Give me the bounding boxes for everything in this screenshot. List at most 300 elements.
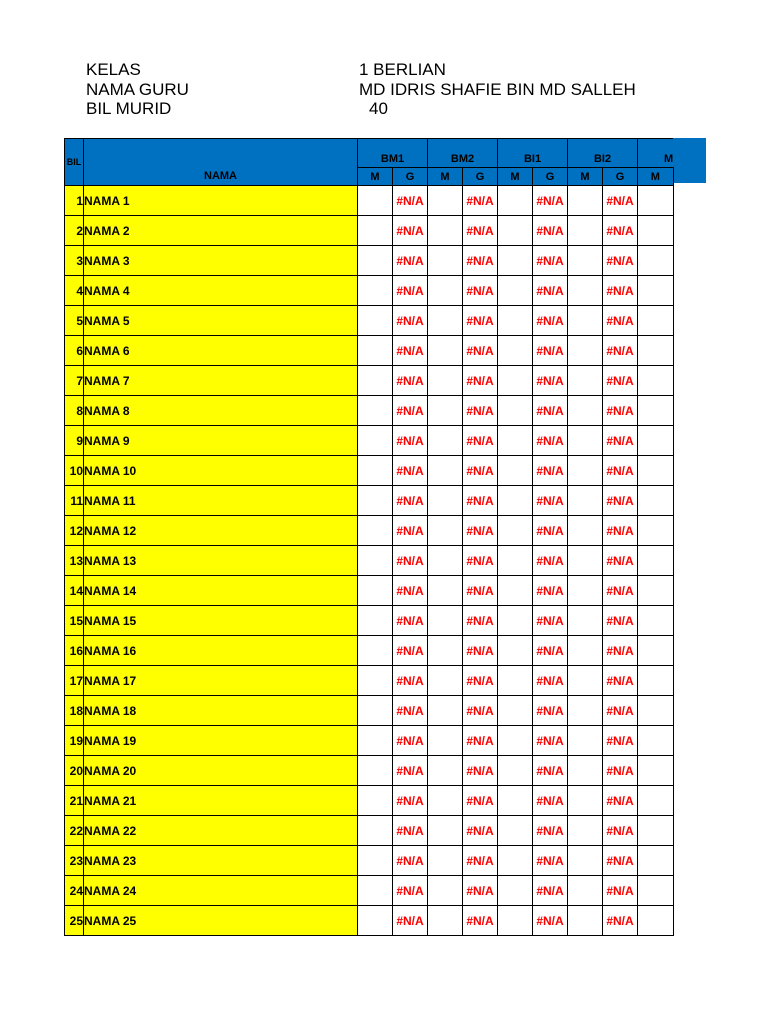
grade-cell[interactable]: #N/A: [393, 846, 428, 876]
murid-row: [86, 99, 686, 119]
mark-cell[interactable]: [568, 246, 603, 276]
mark-cell[interactable]: [638, 576, 674, 606]
grade-cell[interactable]: #N/A: [393, 696, 428, 726]
mark-cell[interactable]: [568, 726, 603, 756]
mark-cell[interactable]: [428, 726, 463, 756]
student-row: [65, 636, 674, 666]
grade-cell[interactable]: #N/A: [603, 786, 638, 816]
grade-cell[interactable]: #N/A: [463, 876, 498, 906]
student-row: [65, 906, 674, 936]
mark-cell[interactable]: [498, 246, 533, 276]
mark-cell[interactable]: [428, 576, 463, 606]
row-number: 1: [65, 186, 84, 216]
mark-cell[interactable]: [358, 216, 393, 246]
grade-cell[interactable]: #N/A: [463, 276, 498, 306]
mark-cell[interactable]: [428, 306, 463, 336]
mark-cell[interactable]: [358, 336, 393, 366]
marks-table: [64, 138, 674, 936]
student-name-cell[interactable]: NAMA 24: [84, 876, 358, 906]
grade-cell[interactable]: #N/A: [393, 276, 428, 306]
grade-cell[interactable]: #N/A: [603, 696, 638, 726]
mark-cell[interactable]: [568, 486, 603, 516]
grade-cell[interactable]: #N/A: [533, 336, 568, 366]
mark-cell[interactable]: [358, 666, 393, 696]
mark-cell[interactable]: [428, 456, 463, 486]
mark-cell[interactable]: [638, 666, 674, 696]
mark-cell[interactable]: [358, 876, 393, 906]
mark-cell[interactable]: [568, 816, 603, 846]
kelas-label: KELAS: [86, 60, 141, 79]
row-number: 19: [65, 726, 84, 756]
mark-cell[interactable]: [638, 246, 674, 276]
mark-cell[interactable]: [428, 786, 463, 816]
mark-cell[interactable]: [358, 426, 393, 456]
grade-cell[interactable]: #N/A: [533, 516, 568, 546]
row-number: 23: [65, 846, 84, 876]
grade-cell[interactable]: #N/A: [533, 246, 568, 276]
grade-cell[interactable]: #N/A: [393, 576, 428, 606]
student-name-cell[interactable]: NAMA 16: [84, 636, 358, 666]
mark-cell[interactable]: [638, 426, 674, 456]
student-row: [65, 306, 674, 336]
mark-cell[interactable]: [428, 606, 463, 636]
mark-cell[interactable]: [358, 696, 393, 726]
student-row: [65, 816, 674, 846]
grade-cell[interactable]: #N/A: [463, 516, 498, 546]
student-row: [65, 426, 674, 456]
student-name-cell[interactable]: NAMA 11: [84, 486, 358, 516]
grade-cell[interactable]: #N/A: [393, 666, 428, 696]
row-number: 4: [65, 276, 84, 306]
grade-cell[interactable]: #N/A: [393, 606, 428, 636]
mark-cell[interactable]: [568, 216, 603, 246]
grade-cell[interactable]: #N/A: [603, 396, 638, 426]
mark-cell[interactable]: [358, 396, 393, 426]
grade-cell[interactable]: #N/A: [463, 756, 498, 786]
student-name-cell[interactable]: NAMA 5: [84, 306, 358, 336]
student-name-cell[interactable]: NAMA 8: [84, 396, 358, 426]
grade-cell[interactable]: #N/A: [533, 786, 568, 816]
grade-cell[interactable]: #N/A: [533, 666, 568, 696]
mark-cell[interactable]: [428, 246, 463, 276]
mark-cell[interactable]: [358, 276, 393, 306]
mark-cell[interactable]: [638, 336, 674, 366]
row-number: 21: [65, 786, 84, 816]
row-number: 2: [65, 216, 84, 246]
mark-cell[interactable]: [428, 426, 463, 456]
mark-cell[interactable]: [428, 276, 463, 306]
grade-cell[interactable]: #N/A: [603, 756, 638, 786]
student-row: [65, 726, 674, 756]
grade-cell[interactable]: #N/A: [603, 306, 638, 336]
mark-cell[interactable]: [638, 306, 674, 336]
mark-cell[interactable]: [498, 576, 533, 606]
mark-cell[interactable]: [568, 576, 603, 606]
mark-column-header: M: [638, 168, 674, 186]
mark-cell[interactable]: [568, 336, 603, 366]
student-name-cell[interactable]: NAMA 3: [84, 246, 358, 276]
guru-row: [86, 80, 686, 100]
grade-cell[interactable]: #N/A: [393, 396, 428, 426]
mark-cell[interactable]: [428, 546, 463, 576]
grade-cell[interactable]: #N/A: [533, 906, 568, 936]
grade-cell[interactable]: #N/A: [393, 906, 428, 936]
row-number: 15: [65, 606, 84, 636]
mark-cell[interactable]: [358, 906, 393, 936]
student-row: [65, 606, 674, 636]
grade-cell[interactable]: #N/A: [463, 426, 498, 456]
mark-cell[interactable]: [568, 606, 603, 636]
row-number: 17: [65, 666, 84, 696]
mark-cell[interactable]: [498, 906, 533, 936]
mark-cell[interactable]: [638, 456, 674, 486]
grade-cell[interactable]: #N/A: [533, 186, 568, 216]
grade-cell[interactable]: #N/A: [533, 726, 568, 756]
grade-cell[interactable]: #N/A: [603, 606, 638, 636]
grade-cell[interactable]: #N/A: [603, 216, 638, 246]
grade-cell[interactable]: #N/A: [603, 456, 638, 486]
mark-cell[interactable]: [568, 516, 603, 546]
student-name-cell[interactable]: NAMA 18: [84, 696, 358, 726]
mark-cell[interactable]: [638, 516, 674, 546]
grade-cell[interactable]: #N/A: [463, 906, 498, 936]
grade-cell[interactable]: #N/A: [393, 786, 428, 816]
mark-cell[interactable]: [428, 846, 463, 876]
grade-cell[interactable]: #N/A: [463, 606, 498, 636]
mark-cell[interactable]: [568, 546, 603, 576]
grade-cell[interactable]: #N/A: [533, 366, 568, 396]
mark-cell[interactable]: [358, 306, 393, 336]
student-name-cell[interactable]: NAMA 17: [84, 666, 358, 696]
mark-cell[interactable]: [498, 546, 533, 576]
grade-cell[interactable]: #N/A: [463, 186, 498, 216]
grade-cell[interactable]: #N/A: [603, 816, 638, 846]
grade-cell[interactable]: #N/A: [603, 726, 638, 756]
grade-cell[interactable]: #N/A: [603, 276, 638, 306]
mark-cell[interactable]: [638, 396, 674, 426]
mark-cell[interactable]: [568, 756, 603, 786]
mark-cell[interactable]: [428, 876, 463, 906]
mark-cell[interactable]: [428, 816, 463, 846]
mark-cell[interactable]: [498, 816, 533, 846]
grade-cell[interactable]: #N/A: [393, 246, 428, 276]
guru-value: MD IDRIS SHAFIE BIN MD SALLEH: [359, 80, 636, 99]
student-name-cell[interactable]: NAMA 15: [84, 606, 358, 636]
student-row: [65, 456, 674, 486]
mark-cell[interactable]: [498, 186, 533, 216]
subject-header-bi1: BI1: [498, 139, 568, 168]
row-number: 8: [65, 396, 84, 426]
student-row: [65, 276, 674, 306]
mark-cell[interactable]: [638, 786, 674, 816]
grade-cell[interactable]: #N/A: [393, 726, 428, 756]
mark-cell[interactable]: [638, 876, 674, 906]
grade-cell[interactable]: #N/A: [533, 486, 568, 516]
grade-cell[interactable]: #N/A: [393, 186, 428, 216]
grade-cell[interactable]: #N/A: [533, 426, 568, 456]
grade-cell[interactable]: #N/A: [603, 906, 638, 936]
grade-cell[interactable]: #N/A: [533, 606, 568, 636]
grade-cell[interactable]: #N/A: [393, 486, 428, 516]
grade-cell[interactable]: #N/A: [463, 786, 498, 816]
row-number: 7: [65, 366, 84, 396]
grade-cell[interactable]: #N/A: [393, 216, 428, 246]
grade-cell[interactable]: #N/A: [393, 426, 428, 456]
mark-cell[interactable]: [358, 516, 393, 546]
mark-cell[interactable]: [358, 636, 393, 666]
grade-cell[interactable]: #N/A: [463, 636, 498, 666]
mark-cell[interactable]: [638, 276, 674, 306]
mark-cell[interactable]: [498, 696, 533, 726]
grade-cell[interactable]: #N/A: [393, 456, 428, 486]
grade-cell[interactable]: #N/A: [603, 546, 638, 576]
mark-cell[interactable]: [498, 306, 533, 336]
grade-cell[interactable]: #N/A: [533, 696, 568, 726]
grade-cell[interactable]: #N/A: [533, 636, 568, 666]
mark-cell[interactable]: [638, 846, 674, 876]
grade-column-header: G: [393, 168, 428, 186]
mark-cell[interactable]: [428, 186, 463, 216]
mark-cell[interactable]: [638, 696, 674, 726]
mark-cell[interactable]: [568, 636, 603, 666]
mark-cell[interactable]: [638, 186, 674, 216]
grade-cell[interactable]: #N/A: [533, 576, 568, 606]
grade-cell[interactable]: #N/A: [603, 426, 638, 456]
mark-cell[interactable]: [568, 366, 603, 396]
student-name-cell[interactable]: NAMA 23: [84, 846, 358, 876]
mark-cell[interactable]: [358, 366, 393, 396]
mark-cell[interactable]: [358, 726, 393, 756]
mark-cell[interactable]: [568, 846, 603, 876]
mark-cell[interactable]: [358, 606, 393, 636]
mark-cell[interactable]: [498, 756, 533, 786]
mark-cell[interactable]: [498, 366, 533, 396]
row-number: 14: [65, 576, 84, 606]
grade-cell[interactable]: #N/A: [393, 336, 428, 366]
grade-cell[interactable]: #N/A: [463, 456, 498, 486]
grade-cell[interactable]: #N/A: [463, 816, 498, 846]
student-row: [65, 846, 674, 876]
grade-cell[interactable]: #N/A: [603, 846, 638, 876]
grade-cell[interactable]: #N/A: [463, 366, 498, 396]
mark-cell[interactable]: [498, 666, 533, 696]
mark-cell[interactable]: [498, 336, 533, 366]
subject-header-m: M: [638, 139, 674, 168]
student-name-cell[interactable]: NAMA 14: [84, 576, 358, 606]
mark-cell[interactable]: [428, 696, 463, 726]
mark-cell[interactable]: [428, 906, 463, 936]
grade-cell[interactable]: #N/A: [393, 306, 428, 336]
grade-cell[interactable]: #N/A: [603, 876, 638, 906]
mark-cell[interactable]: [358, 546, 393, 576]
grade-cell[interactable]: #N/A: [603, 516, 638, 546]
student-row: [65, 666, 674, 696]
mark-cell[interactable]: [498, 456, 533, 486]
grade-cell[interactable]: #N/A: [393, 366, 428, 396]
mark-cell[interactable]: [638, 366, 674, 396]
student-name-cell[interactable]: NAMA 22: [84, 816, 358, 846]
student-name-cell[interactable]: NAMA 21: [84, 786, 358, 816]
mark-cell[interactable]: [638, 756, 674, 786]
mark-cell[interactable]: [638, 906, 674, 936]
grade-cell[interactable]: #N/A: [603, 636, 638, 666]
mark-cell[interactable]: [638, 486, 674, 516]
grade-cell[interactable]: #N/A: [463, 306, 498, 336]
student-name-cell[interactable]: NAMA 12: [84, 516, 358, 546]
mark-cell[interactable]: [358, 756, 393, 786]
mark-cell[interactable]: [568, 396, 603, 426]
grade-cell[interactable]: #N/A: [463, 246, 498, 276]
grade-cell[interactable]: #N/A: [533, 456, 568, 486]
mark-cell[interactable]: [498, 396, 533, 426]
row-number: 12: [65, 516, 84, 546]
mark-cell[interactable]: [358, 486, 393, 516]
mark-cell[interactable]: [428, 216, 463, 246]
mark-cell[interactable]: [568, 666, 603, 696]
mark-cell[interactable]: [568, 786, 603, 816]
mark-cell[interactable]: [428, 486, 463, 516]
mark-cell[interactable]: [568, 906, 603, 936]
subject-header-bm1: BM1: [358, 139, 428, 168]
grade-cell[interactable]: #N/A: [533, 876, 568, 906]
grade-cell[interactable]: #N/A: [603, 486, 638, 516]
row-number: 25: [65, 906, 84, 936]
grade-cell[interactable]: #N/A: [393, 546, 428, 576]
mark-cell[interactable]: [358, 456, 393, 486]
mark-cell[interactable]: [428, 366, 463, 396]
mark-column-header: M: [498, 168, 533, 186]
mark-cell[interactable]: [498, 636, 533, 666]
student-name-cell[interactable]: NAMA 4: [84, 276, 358, 306]
mark-cell[interactable]: [498, 876, 533, 906]
mark-column-header: M: [568, 168, 603, 186]
grade-cell[interactable]: #N/A: [603, 576, 638, 606]
grade-cell[interactable]: #N/A: [603, 336, 638, 366]
mark-cell[interactable]: [498, 846, 533, 876]
grade-cell[interactable]: #N/A: [463, 486, 498, 516]
grade-cell[interactable]: #N/A: [533, 306, 568, 336]
mark-cell[interactable]: [568, 276, 603, 306]
mark-cell[interactable]: [568, 306, 603, 336]
row-number: 20: [65, 756, 84, 786]
student-name-cell[interactable]: NAMA 20: [84, 756, 358, 786]
mark-cell[interactable]: [638, 636, 674, 666]
grade-cell[interactable]: #N/A: [463, 846, 498, 876]
mark-cell[interactable]: [498, 486, 533, 516]
mark-cell[interactable]: [638, 606, 674, 636]
grade-cell[interactable]: #N/A: [533, 816, 568, 846]
mark-cell[interactable]: [498, 216, 533, 246]
mark-cell[interactable]: [358, 786, 393, 816]
grade-cell[interactable]: #N/A: [533, 846, 568, 876]
student-name-cell[interactable]: NAMA 19: [84, 726, 358, 756]
grade-cell[interactable]: #N/A: [533, 276, 568, 306]
mark-cell[interactable]: [358, 846, 393, 876]
mark-cell[interactable]: [428, 666, 463, 696]
grade-cell[interactable]: #N/A: [463, 216, 498, 246]
student-name-cell[interactable]: NAMA 2: [84, 216, 358, 246]
grade-cell[interactable]: #N/A: [463, 696, 498, 726]
row-number: 24: [65, 876, 84, 906]
grade-cell[interactable]: #N/A: [463, 726, 498, 756]
grade-cell[interactable]: #N/A: [533, 756, 568, 786]
grade-column-header: G: [463, 168, 498, 186]
grade-cell[interactable]: #N/A: [463, 396, 498, 426]
mark-cell[interactable]: [638, 546, 674, 576]
mark-cell[interactable]: [498, 516, 533, 546]
mark-cell[interactable]: [428, 336, 463, 366]
mark-cell[interactable]: [428, 636, 463, 666]
mark-cell[interactable]: [568, 426, 603, 456]
row-number: 6: [65, 336, 84, 366]
mark-cell[interactable]: [428, 396, 463, 426]
grade-cell[interactable]: #N/A: [603, 246, 638, 276]
murid-value: 40: [369, 99, 388, 118]
mark-cell[interactable]: [568, 696, 603, 726]
student-row: [65, 366, 674, 396]
grade-cell[interactable]: #N/A: [463, 336, 498, 366]
mark-cell[interactable]: [498, 726, 533, 756]
mark-cell[interactable]: [568, 186, 603, 216]
student-row: [65, 336, 674, 366]
student-name-cell[interactable]: NAMA 10: [84, 456, 358, 486]
mark-cell[interactable]: [638, 816, 674, 846]
student-rows: [65, 186, 674, 936]
student-name-cell[interactable]: NAMA 1: [84, 186, 358, 216]
student-name-cell[interactable]: NAMA 6: [84, 336, 358, 366]
student-row: [65, 396, 674, 426]
student-name-cell[interactable]: NAMA 9: [84, 426, 358, 456]
student-row: [65, 246, 674, 276]
mark-cell[interactable]: [428, 516, 463, 546]
grade-cell[interactable]: #N/A: [533, 216, 568, 246]
mark-cell[interactable]: [358, 576, 393, 606]
grade-cell[interactable]: #N/A: [603, 366, 638, 396]
student-row: [65, 516, 674, 546]
mark-cell[interactable]: [638, 216, 674, 246]
grade-cell[interactable]: #N/A: [393, 636, 428, 666]
grade-cell[interactable]: #N/A: [393, 516, 428, 546]
student-name-cell[interactable]: NAMA 25: [84, 906, 358, 936]
grade-cell[interactable]: #N/A: [393, 756, 428, 786]
grade-cell[interactable]: #N/A: [393, 816, 428, 846]
mark-cell[interactable]: [498, 786, 533, 816]
grade-cell[interactable]: #N/A: [463, 576, 498, 606]
mark-cell[interactable]: [638, 726, 674, 756]
grade-cell[interactable]: #N/A: [463, 546, 498, 576]
student-name-cell[interactable]: NAMA 7: [84, 366, 358, 396]
subject-header-bi2: BI2: [568, 139, 638, 168]
mark-cell[interactable]: [428, 756, 463, 786]
mark-cell[interactable]: [568, 876, 603, 906]
grade-cell[interactable]: #N/A: [463, 666, 498, 696]
student-name-cell[interactable]: NAMA 13: [84, 546, 358, 576]
grade-cell[interactable]: #N/A: [603, 666, 638, 696]
grade-cell[interactable]: #N/A: [533, 546, 568, 576]
grade-cell[interactable]: #N/A: [393, 876, 428, 906]
mark-cell[interactable]: [358, 186, 393, 216]
mark-column-header: M: [358, 168, 393, 186]
mark-cell[interactable]: [568, 456, 603, 486]
grade-cell[interactable]: #N/A: [533, 396, 568, 426]
mark-cell[interactable]: [498, 276, 533, 306]
mark-cell[interactable]: [358, 816, 393, 846]
student-row: [65, 696, 674, 726]
grade-cell[interactable]: #N/A: [603, 186, 638, 216]
mark-cell[interactable]: [498, 426, 533, 456]
mark-cell[interactable]: [358, 246, 393, 276]
mark-cell[interactable]: [498, 606, 533, 636]
